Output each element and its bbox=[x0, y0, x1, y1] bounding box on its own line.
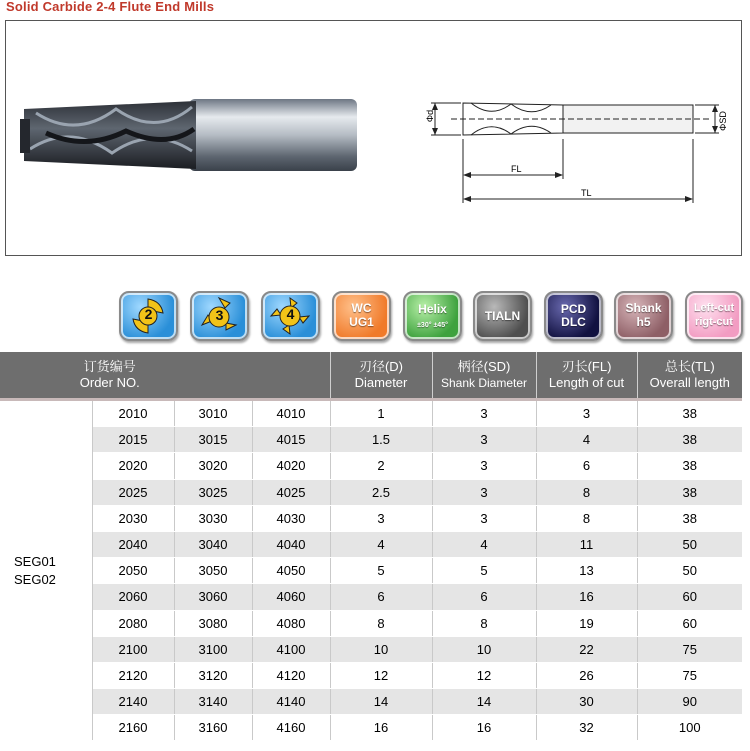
table-row bbox=[0, 689, 742, 715]
length-of-cut-cell: 4 bbox=[536, 427, 637, 453]
three-flute-label: 3 bbox=[215, 307, 224, 323]
header-shank-cn: 柄径(SD) bbox=[457, 359, 511, 374]
helix-label: Helix bbox=[418, 302, 447, 316]
length-of-cut-cell: 13 bbox=[536, 558, 637, 584]
dlc-label: DLC bbox=[561, 315, 586, 329]
order-3-flute: 3015 bbox=[174, 427, 252, 453]
diameter-cell: 4 bbox=[330, 531, 432, 557]
tialn-label: TIALN bbox=[484, 309, 521, 323]
shank-cell: 8 bbox=[432, 610, 536, 636]
header-fl-en: Length of cut bbox=[548, 375, 625, 390]
order-2-flute: 2060 bbox=[92, 584, 174, 610]
length-of-cut-cell: 8 bbox=[536, 505, 637, 531]
order-2-flute: 2140 bbox=[92, 689, 174, 715]
pcd-label: PCD bbox=[560, 302, 587, 316]
order-3-flute: 3100 bbox=[174, 636, 252, 662]
feature-icons-row bbox=[0, 291, 750, 343]
overall-length-cell: 50 bbox=[637, 558, 742, 584]
overall-length-cell: 38 bbox=[637, 427, 742, 453]
header-tl-en: Overall length bbox=[649, 375, 730, 390]
wc-label: WC bbox=[351, 301, 372, 315]
table-row bbox=[0, 715, 742, 741]
helix-angle-label: ±30° ±45° bbox=[417, 322, 448, 329]
shank-cell: 14 bbox=[432, 689, 536, 715]
table-row bbox=[0, 584, 742, 610]
dimension-drawing bbox=[411, 83, 750, 223]
order-2-flute: 2020 bbox=[92, 453, 174, 479]
diameter-cell: 14 bbox=[330, 689, 432, 715]
order-4-flute: 4050 bbox=[252, 558, 330, 584]
diameter-cell: 5 bbox=[330, 558, 432, 584]
table-row bbox=[0, 558, 742, 584]
header-tl-cn: 总长(TL) bbox=[664, 359, 715, 374]
order-2-flute: 2160 bbox=[92, 715, 174, 741]
order-2-flute: 2120 bbox=[92, 662, 174, 688]
order-3-flute: 3080 bbox=[174, 610, 252, 636]
order-2-flute: 2080 bbox=[92, 610, 174, 636]
overall-length-cell: 60 bbox=[637, 584, 742, 610]
order-4-flute: 4010 bbox=[252, 400, 330, 427]
table-row bbox=[0, 662, 742, 688]
tialn-icon bbox=[473, 291, 532, 341]
overall-length-cell: 60 bbox=[637, 610, 742, 636]
order-3-flute: 3030 bbox=[174, 505, 252, 531]
left-right-cut-icon bbox=[685, 291, 743, 341]
length-of-cut-cell: 11 bbox=[536, 531, 637, 557]
label-sd: ΦSD bbox=[717, 111, 728, 131]
order-2-flute: 2040 bbox=[92, 531, 174, 557]
shank-h5-icon bbox=[614, 291, 673, 341]
order-4-flute: 4060 bbox=[252, 584, 330, 610]
order-3-flute: 3010 bbox=[174, 400, 252, 427]
header-order-no bbox=[0, 352, 330, 400]
diameter-cell: 1 bbox=[330, 400, 432, 427]
length-of-cut-cell: 26 bbox=[536, 662, 637, 688]
order-3-flute: 3040 bbox=[174, 531, 252, 557]
header-diameter-en: Diameter bbox=[354, 375, 408, 390]
label-tl: TL bbox=[581, 188, 592, 198]
diameter-cell: 10 bbox=[330, 636, 432, 662]
header-shank-diameter bbox=[432, 352, 536, 400]
two-flute-label: 2 bbox=[144, 306, 153, 322]
series-cell bbox=[0, 400, 92, 741]
shank-cell: 3 bbox=[432, 453, 536, 479]
shank-cell: 10 bbox=[432, 636, 536, 662]
shank-cell: 16 bbox=[432, 715, 536, 741]
table-row bbox=[0, 479, 742, 505]
length-of-cut-cell: 19 bbox=[536, 610, 637, 636]
diameter-cell: 3 bbox=[330, 505, 432, 531]
order-2-flute: 2050 bbox=[92, 558, 174, 584]
four-flute-label: 4 bbox=[286, 306, 295, 322]
header-length-of-cut bbox=[536, 352, 637, 400]
shank-cell: 6 bbox=[432, 584, 536, 610]
table-body bbox=[0, 400, 742, 741]
order-4-flute: 4080 bbox=[252, 610, 330, 636]
wc-ug1-icon bbox=[332, 291, 391, 341]
diameter-cell: 1.5 bbox=[330, 427, 432, 453]
table-row bbox=[0, 427, 742, 453]
table-row bbox=[0, 636, 742, 662]
series-label: SEG01 bbox=[14, 553, 56, 569]
header-order-cn: 订货编号 bbox=[83, 359, 136, 374]
length-of-cut-cell: 16 bbox=[536, 584, 637, 610]
order-4-flute: 4015 bbox=[252, 427, 330, 453]
length-of-cut-cell: 32 bbox=[536, 715, 637, 741]
h5-label: h5 bbox=[636, 315, 651, 329]
order-3-flute: 3140 bbox=[174, 689, 252, 715]
diameter-cell: 2.5 bbox=[330, 479, 432, 505]
order-3-flute: 3050 bbox=[174, 558, 252, 584]
order-3-flute: 3060 bbox=[174, 584, 252, 610]
length-of-cut-cell: 8 bbox=[536, 479, 637, 505]
overall-length-cell: 90 bbox=[637, 689, 742, 715]
header-overall-length bbox=[637, 352, 742, 400]
shank-cell: 5 bbox=[432, 558, 536, 584]
table-row bbox=[0, 610, 742, 636]
length-of-cut-cell: 22 bbox=[536, 636, 637, 662]
end-mill-photo bbox=[6, 79, 366, 199]
order-2-flute: 2100 bbox=[92, 636, 174, 662]
table-row bbox=[0, 531, 742, 557]
overall-length-cell: 38 bbox=[637, 479, 742, 505]
table-row bbox=[0, 453, 742, 479]
header-order-en: Order NO. bbox=[79, 375, 140, 390]
three-flute-icon bbox=[190, 291, 249, 341]
overall-length-cell: 75 bbox=[637, 636, 742, 662]
table-row bbox=[0, 400, 742, 427]
header-shank-en: Shank Diameter bbox=[440, 376, 528, 390]
order-2-flute: 2015 bbox=[92, 427, 174, 453]
table-row bbox=[0, 505, 742, 531]
order-2-flute: 2030 bbox=[92, 505, 174, 531]
order-2-flute: 2010 bbox=[92, 400, 174, 427]
overall-length-cell: 100 bbox=[637, 715, 742, 741]
series-label: SEG02 bbox=[14, 571, 56, 587]
two-flute-icon bbox=[119, 291, 178, 341]
order-3-flute: 3025 bbox=[174, 479, 252, 505]
header-fl-cn: 刃长(FL) bbox=[561, 359, 612, 374]
shank-cell: 3 bbox=[432, 427, 536, 453]
overall-length-cell: 50 bbox=[637, 531, 742, 557]
shank-cell: 12 bbox=[432, 662, 536, 688]
order-4-flute: 4030 bbox=[252, 505, 330, 531]
label-fl: FL bbox=[511, 164, 522, 174]
length-of-cut-cell: 3 bbox=[536, 400, 637, 427]
pcd-dlc-icon bbox=[544, 291, 603, 341]
order-4-flute: 4020 bbox=[252, 453, 330, 479]
order-3-flute: 3120 bbox=[174, 662, 252, 688]
diameter-cell: 2 bbox=[330, 453, 432, 479]
product-figure-panel bbox=[5, 20, 742, 256]
diameter-cell: 6 bbox=[330, 584, 432, 610]
diameter-cell: 12 bbox=[330, 662, 432, 688]
helix-icon bbox=[403, 291, 462, 341]
page-title: Solid Carbide 2-4 Flute End Mills bbox=[6, 0, 215, 14]
shank-cell: 3 bbox=[432, 400, 536, 427]
order-2-flute: 2025 bbox=[92, 479, 174, 505]
diameter-cell: 8 bbox=[330, 610, 432, 636]
order-4-flute: 4120 bbox=[252, 662, 330, 688]
spec-table bbox=[0, 352, 750, 741]
order-3-flute: 3020 bbox=[174, 453, 252, 479]
overall-length-cell: 38 bbox=[637, 505, 742, 531]
overall-length-cell: 75 bbox=[637, 662, 742, 688]
table-header-row bbox=[0, 352, 742, 400]
ug1-label: UG1 bbox=[349, 315, 374, 329]
overall-length-cell: 38 bbox=[637, 400, 742, 427]
right-cut-label: rigt-cut bbox=[695, 316, 733, 328]
header-diameter bbox=[330, 352, 432, 400]
four-flute-icon bbox=[261, 291, 320, 341]
order-4-flute: 4100 bbox=[252, 636, 330, 662]
length-of-cut-cell: 6 bbox=[536, 453, 637, 479]
order-4-flute: 4140 bbox=[252, 689, 330, 715]
order-4-flute: 4025 bbox=[252, 479, 330, 505]
header-diameter-cn: 刃径(D) bbox=[358, 359, 404, 374]
order-4-flute: 4160 bbox=[252, 715, 330, 741]
shank-cell: 3 bbox=[432, 479, 536, 505]
length-of-cut-cell: 30 bbox=[536, 689, 637, 715]
overall-length-cell: 38 bbox=[637, 453, 742, 479]
label-d: Φd bbox=[425, 109, 436, 123]
order-3-flute: 3160 bbox=[174, 715, 252, 741]
order-4-flute: 4040 bbox=[252, 531, 330, 557]
left-cut-label: Left-cut bbox=[693, 302, 735, 314]
diameter-cell: 16 bbox=[330, 715, 432, 741]
shank-cell: 4 bbox=[432, 531, 536, 557]
shank-label: Shank bbox=[625, 301, 662, 315]
shank-cell: 3 bbox=[432, 505, 536, 531]
